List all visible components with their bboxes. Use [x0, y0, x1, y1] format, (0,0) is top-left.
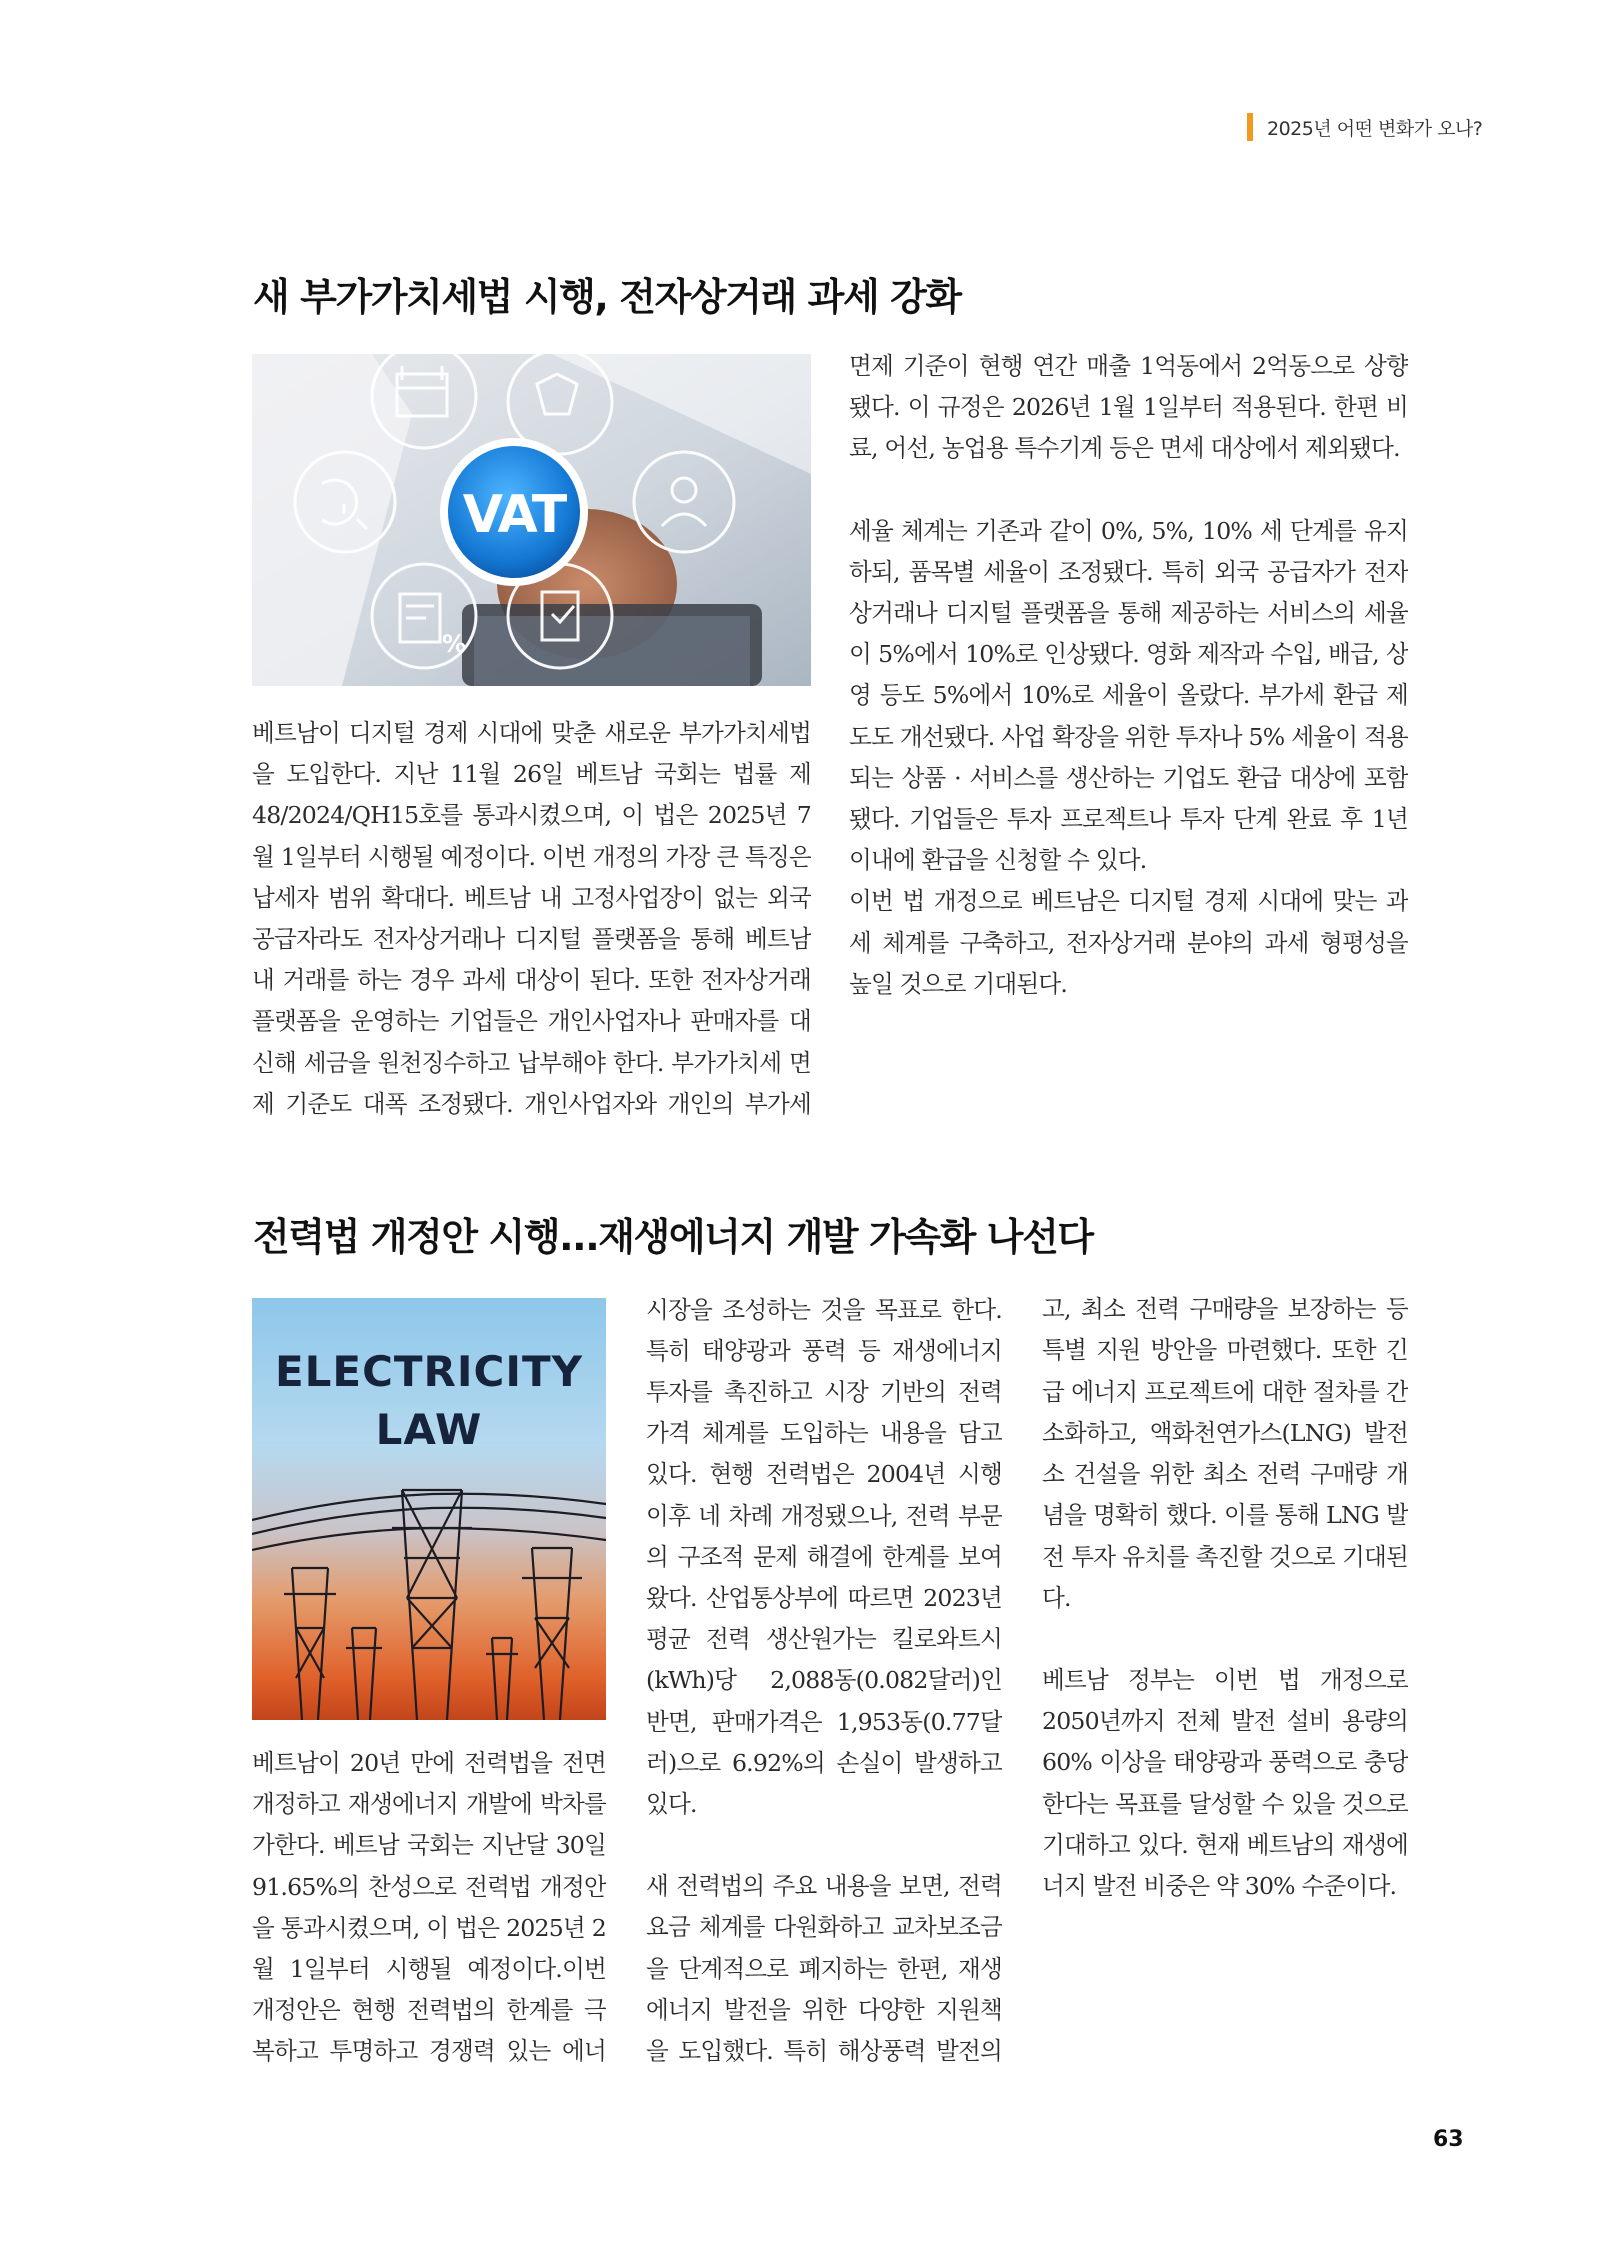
article1-paragraph-1: 베트남이 디지털 경제 시대에 맞춘 새로운 부가가치세법을 도입한다. 지난 11월 26일 베트남 국회는 법률 제48/2024/QH15호를 통과시켰으며, 이 법은 2025년 7월 1일부터 시행될 예정이다. 이번 개정의 가장 큰 특징은 납세자 범위 확대다. 베트남 내 고정사업장이 없는 외국 공급자라도 전자상거래나 디지털 플랫폼을 통해 베트남 내 거래를 하는 경우 과세 대상이 된다. 또한 전자상거래 플랫폼을 운영하는 기업들은 개인사업자나 판매자를 대신해 세금을 원천징수하고 납부해야 한다. 부가가치세 면제 기준도 대폭 조정됐다. 개인사업자와 개인의 부가세 [252, 719, 811, 1118]
running-header-title: 2025년 어떤 변화가 오나? [1267, 117, 1483, 140]
electricity-law-line2: LAW [375, 1405, 483, 1454]
article2-column-3 [1042, 1290, 1408, 2073]
article2-paragraph-3: 베트남 정부는 이번 법 개정으로 2050년까지 전체 발전 설비 용량의 60% 이상을 태양광과 풍력으로 충당한다는 목표를 달성할 수 있을 것으로 기대하고 있다. 현재 베트남의 재생에너지 발전 비중은 약 30% 수준이다. [1042, 1665, 1408, 1900]
article2-paragraph-2-cont: 고, 최소 전력 구매량을 보장하는 등 특별 지원 방안을 마련했다. 또한 긴급 에너지 프로젝트에 대한 절차를 간소화하고, 액화천연가스(LNG) 발전소 건설을 위한 최소 전력 구매량 개념을 명확히 했다. 이를 통해 LNG 발전 투자 유치를 촉진할 것으로 기대된다. [1042, 1295, 1408, 1612]
article1-column-2 [849, 346, 1408, 1133]
vat-image [252, 354, 811, 686]
running-header [1247, 112, 1482, 142]
article2-title: 전력법 개정안 시행...재생에너지 개발 가속화 나선다 [253, 1215, 1093, 1259]
page-number: 63 [1433, 2127, 1464, 2152]
electricity-law-image [252, 1298, 606, 1720]
article1-paragraph-2: 세율 체계는 기존과 같이 0%, 5%, 10% 세 단계를 유지하되, 품목별 세율이 조정됐다. 특히 외국 공급자가 전자상거래나 디지털 플랫폼을 통해 제공하는 서비스의 세율이 5%에서 10%로 인상됐다. 영화 제작과 수입, 배급, 상영 등도 5%에서 10%로 세율이 올랐다. 부가세 환급 제도도 개선됐다. 사업 확장을 위한 투자나 5% 세율이 적용되는 상품 · 서비스를 생산하는 기업도 환급 대상에 포함됐다. 기업들은 투자 프로젝트나 투자 단계 완료 후 1년 이내에 환급을 신청할 수 있다. [849, 516, 1408, 875]
article1-paragraph-3: 이번 법 개정으로 베트남은 디지털 경제 시대에 맞는 과세 체계를 구축하고, 전자상거래 분야의 과세 형평성을 높일 것으로 기대된다. [849, 887, 1408, 998]
vat-badge-text: VAT [462, 485, 566, 545]
electricity-law-line1: ELECTRICITY [274, 1347, 584, 1396]
article2-paragraph-1-cont: 시장을 조성하는 것을 목표로 한다. 특히 태양광과 풍력 등 재생에너지 투자를 촉진하고 시장 기반의 전력 가격 체계를 도입하는 내용을 담고 있다. 현행 전력법은 2004년 시행 이후 네 차례 개정됐으나, 전력 부문의 구조적 문제 해결에 한계를 보여왔다. 산업통상부에 따르면 2023년 평균 전력 생산원가는 킬로와트시(kWh)당 2,088동(0.082달러)인 반면, 판매가격은 1,953동(0.77달러)으로 6.92%의 손실이 발생하고 있다. [646, 1295, 1002, 1819]
article1-title: 새 부가가치세법 시행, 전자상거래 과세 강화 [253, 275, 961, 319]
article1-column-1 [252, 713, 811, 1125]
header-accent-bar [1247, 113, 1253, 141]
article1-paragraph-1-cont: 면제 기준이 현행 연간 매출 1억동에서 2억동으로 상향됐다. 이 규정은 2026년 1월 1일부터 적용된다. 한편 비료, 어선, 농업용 특수기계 등은 면세 대상에서 제외됐다. [849, 352, 1408, 463]
percent-icon: % [442, 630, 467, 658]
article2-paragraph-1: 베트남이 20년 만에 전력법을 전면 개정하고 재생에너지 개발에 박차를 가한다. 베트남 국회는 지난달 30일 91.65%의 찬성으로 전력법 개정안을 통과시켰으며, 이 법은 2025년 2월 1일부터 시행될 예정이다.이번 개정안은 현행 전력법의 한계를 극복하고 투명하고 경쟁력 있는 에너 [252, 1749, 606, 2066]
article2-paragraph-2: 새 전력법의 주요 내용을 보면, 전력 요금 체계를 다원화하고 교차보조금을 단계적으로 폐지하는 한편, 재생에너지 발전을 위한 다양한 지원책을 도입했다. 특히 해상풍력 발전의 [646, 1872, 1002, 2066]
article2-column-1 [252, 1743, 606, 2073]
article2-column-2 [646, 1290, 1002, 2073]
